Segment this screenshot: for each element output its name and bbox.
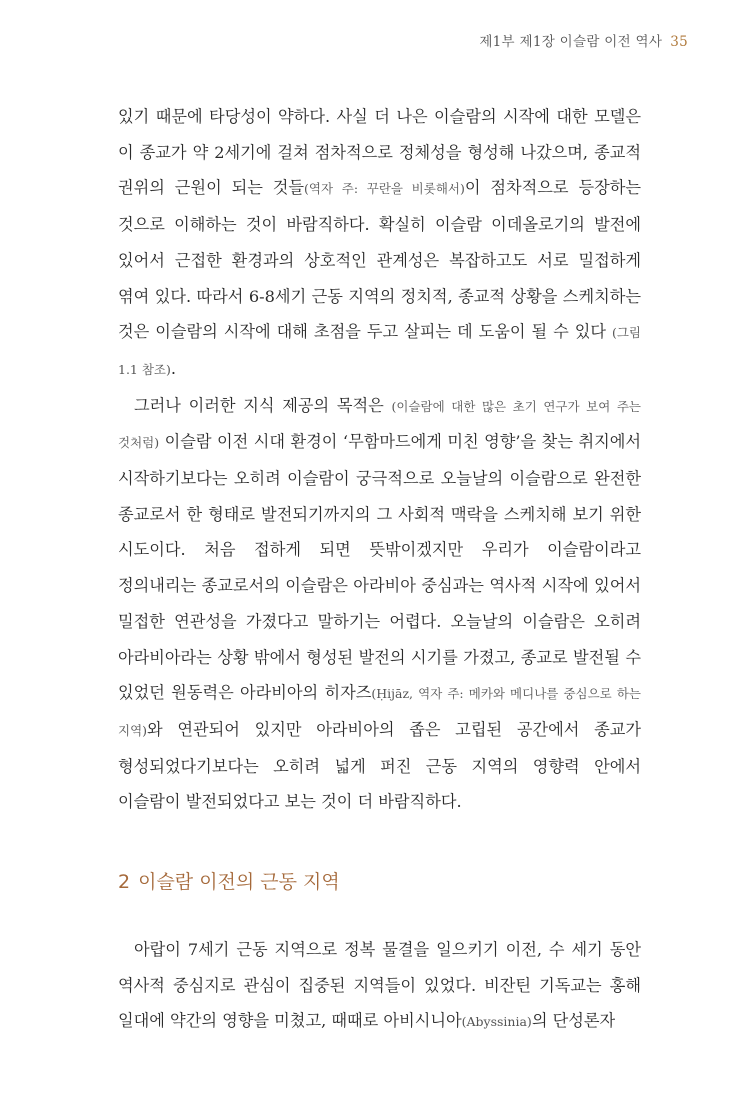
running-header (479, 30, 688, 50)
body-text-block (118, 99, 641, 820)
running-title: 제1부 제1장 이슬람 이전 역사 (479, 34, 663, 50)
paragraph (118, 388, 641, 820)
section-body-text-block (118, 932, 641, 1040)
paragraph-text: 이 점차적으로 등장하는 것으로 이해하는 것이 바람직하다. 확실히 이슬람 이데올로기의 발전에 있어서 근접한 환경과의 상호적인 관계성은 복잡하고도 서로 밀접하게 엮여 있다. 따라서 6-8세기 근동 지역의 정치적, 종교적 상황을 스케치하는 것은 이슬람의 시작에 대해 초점을 두고 살피는 데 도움이 될 수 있다 (118, 178, 641, 342)
paragraph (118, 99, 641, 388)
paragraph-text: . (170, 358, 177, 378)
section-heading (118, 867, 340, 894)
section-number: 2 (118, 871, 131, 893)
inline-note: (역자 주: 꾸란을 비롯해서) (304, 181, 465, 197)
paragraph-text: 의 단성론자 (531, 1011, 616, 1031)
inline-note: (그림 1.1 참조) (118, 325, 641, 377)
section-title: 이슬람 이전의 근동 지역 (138, 871, 340, 893)
paragraph (118, 932, 641, 1040)
inline-note: (Abyssinia) (461, 1014, 532, 1030)
paragraph-text: 있기 때문에 타당성이 약하다. 사실 더 나은 이슬람의 시작에 대한 모델은 이 종교가 약 2세기에 걸쳐 점차적으로 정체성을 형성해 나갔으며, 종교적 권위의 근원이 되는 것들 (118, 107, 641, 198)
inline-note: (이슬람에 대한 많은 초기 연구가 보여 주는 것처럼) (118, 398, 641, 451)
paragraph-text: 이슬람 이전 시대 환경이 ‘무함마드에게 미친 영향’을 찾는 취지에서 시작하기보다는 오히려 이슬람이 궁극적으로 오늘날의 이슬람으로 완전한 종교로서 한 형태로 발전되기까지의 그 사회적 맥락을 스케치해 보기 위한 시도이다. 처음 접하게 되면 뜻밖이겠지만 우리가 이슬람이라고 정의내리는 종교로서의 이슬람은 아라비아 중심과는 역사적 시작에 있어서 밀접한 연관성을 가졌다고 말하기는 어렵다. 오늘날의 이슬람은 오히려 아라비아라는 상황 밖에서 형성된 발전의 시기를 가졌고, 종교로 발전될 수 있었던 원동력은 아라비아의 히자즈 (118, 432, 641, 703)
paragraph-text: 와 연관되어 있지만 아라비아의 좁은 고립된 공간에서 종교가 형성되었다기보다는 오히려 넓게 퍼진 근동 지역의 영향력 안에서 이슬람이 발전되었다고 보는 것이 더 바람직하다. (118, 719, 641, 812)
inline-note: (Ḥijāz, 역자 주: 메카와 메디나를 중심으로 하는 지역) (118, 686, 641, 738)
paragraph-text: 아랍이 7세기 근동 지역으로 정복 물결을 일으키기 이전, 수 세기 동안 역사적 중심지로 관심이 집중된 지역들이 있었다. 비잔틴 기독교는 홍해 일대에 약간의 영향을 미쳤고, 때때로 아비시니아 (118, 940, 641, 1031)
paragraph-text: 그러나 이러한 지식 제공의 목적은 (134, 395, 392, 415)
page-number: 35 (670, 34, 688, 50)
